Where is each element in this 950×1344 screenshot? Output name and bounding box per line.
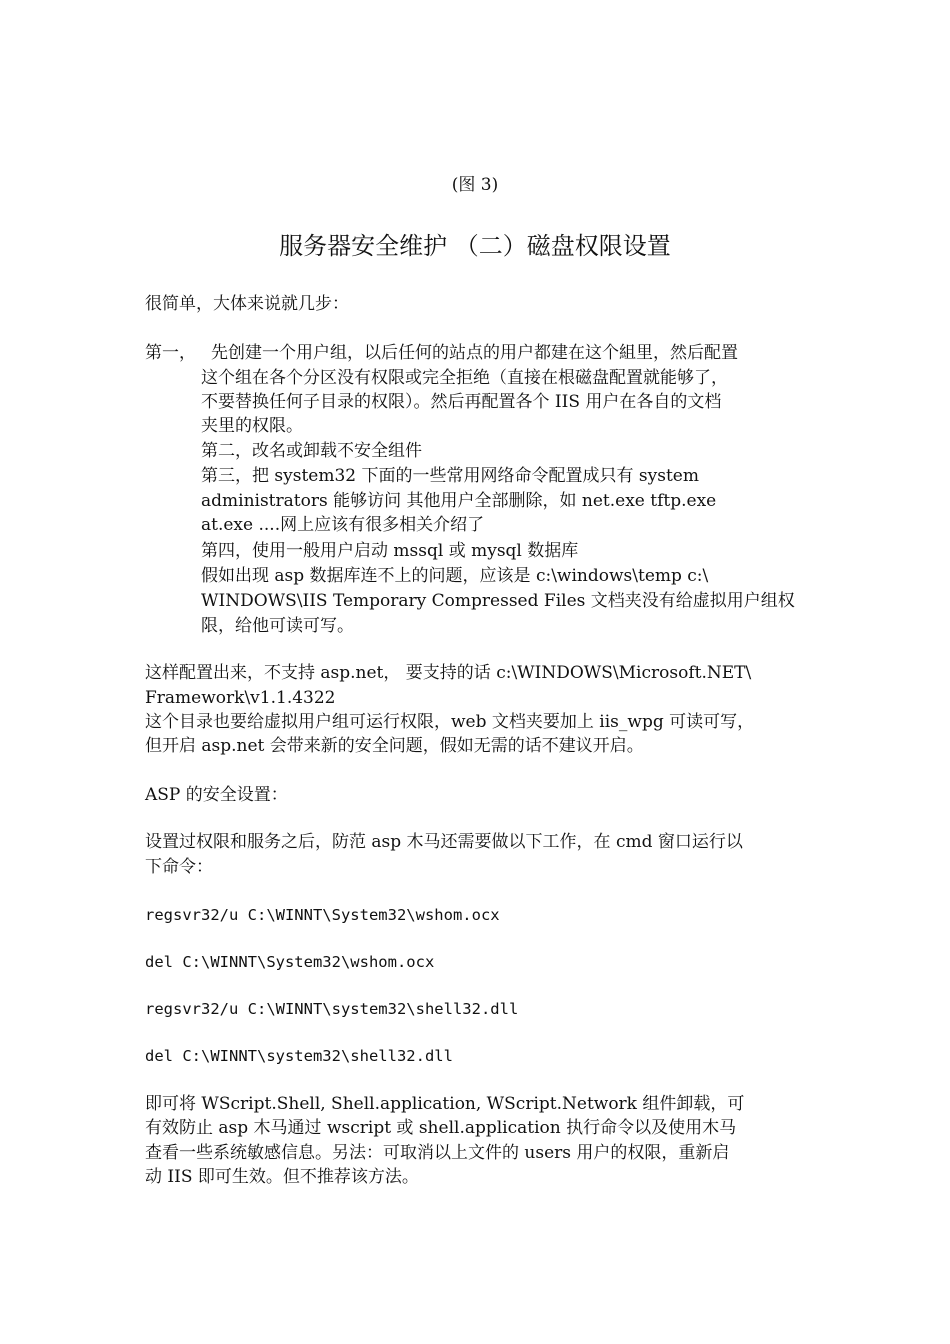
asp-heading: ASP 的安全设置： xyxy=(145,785,288,805)
closing-line: 有效防止 asp 木马通过 wscript 或 shell.application 执行命令以及使用木马 xyxy=(145,1118,737,1138)
intro-text: 很简单，大体来说就几步： xyxy=(145,294,349,314)
step-note-line: 限，给他可读可写。 xyxy=(201,616,354,636)
closing-line: 动 IIS 即可生效。但不推荐该方法。 xyxy=(145,1167,419,1187)
aspnet-line: Framework\v1.1.4322 xyxy=(145,688,336,708)
page-title: 服务器安全维护 （二）磁盘权限设置 xyxy=(279,232,671,260)
aspnet-line: 这个目录也要给虚拟用户组可运行权限，web 文档夹要加上 iis_wpg 可读可写， xyxy=(145,712,755,732)
step-fourth: 第四，使用一般用户启动 mssql 或 mysql 数据库 xyxy=(201,541,579,561)
command-line: del C:\WINNT\System32\wshom.ocx xyxy=(145,953,435,971)
step-first-line: 夹里的权限。 xyxy=(201,416,303,436)
step-third-line: at.exe ....网上应该有很多相关介绍了 xyxy=(201,515,485,535)
step-third-line: administrators 能够访问 其他用户全部删除，如 net.exe tftp.exe xyxy=(201,491,717,511)
figure-caption: (图 3) xyxy=(451,175,499,195)
step-note-line: WINDOWS\IIS Temporary Compressed Files 文档夹没有给虚拟用户组权 xyxy=(201,591,795,611)
step-first-label: 第一， xyxy=(145,343,196,363)
closing-line: 即可将 WScript.Shell, Shell.application, WScript.Network 组件卸载，可 xyxy=(145,1094,745,1114)
closing-line: 查看一些系统敏感信息。另法：可取消以上文件的 users 用户的权限，重新启 xyxy=(145,1143,730,1163)
cmd-intro-line: 设置过权限和服务之后，防范 asp 木马还需要做以下工作，在 cmd 窗口运行以 xyxy=(145,832,743,852)
step-note-line: 假如出现 asp 数据库连不上的问题，应该是 c:\windows\temp c:\ xyxy=(201,566,709,586)
cmd-intro-line: 下命令： xyxy=(145,857,213,877)
step-third-line: 第三，把 system32 下面的一些常用网络命令配置成只有 system xyxy=(201,466,699,486)
command-line: del C:\WINNT\system32\shell32.dll xyxy=(145,1047,453,1065)
aspnet-line: 这样配置出来，不支持 asp.net， 要支持的话 c:\WINDOWS\Microsoft.NET\ xyxy=(145,663,752,683)
command-line: regsvr32/u C:\WINNT\system32\shell32.dll xyxy=(145,1000,519,1018)
aspnet-line: 但开启 asp.net 会带来新的安全问题，假如无需的话不建议开启。 xyxy=(145,736,644,756)
command-line: regsvr32/u C:\WINNT\System32\wshom.ocx xyxy=(145,906,500,924)
step-first-line: 不要替换任何子目录的权限）。然后再配置各个 IIS 用户在各自的文档 xyxy=(201,392,722,412)
step-second: 第二，改名或卸载不安全组件 xyxy=(201,441,422,461)
step-first-line: 这个组在各个分区没有权限或完全拒绝（直接在根磁盘配置就能够了， xyxy=(201,368,728,388)
step-first-line: 先创建一个用户组，以后任何的站点的用户都建在这个組里，然后配置 xyxy=(211,343,738,363)
